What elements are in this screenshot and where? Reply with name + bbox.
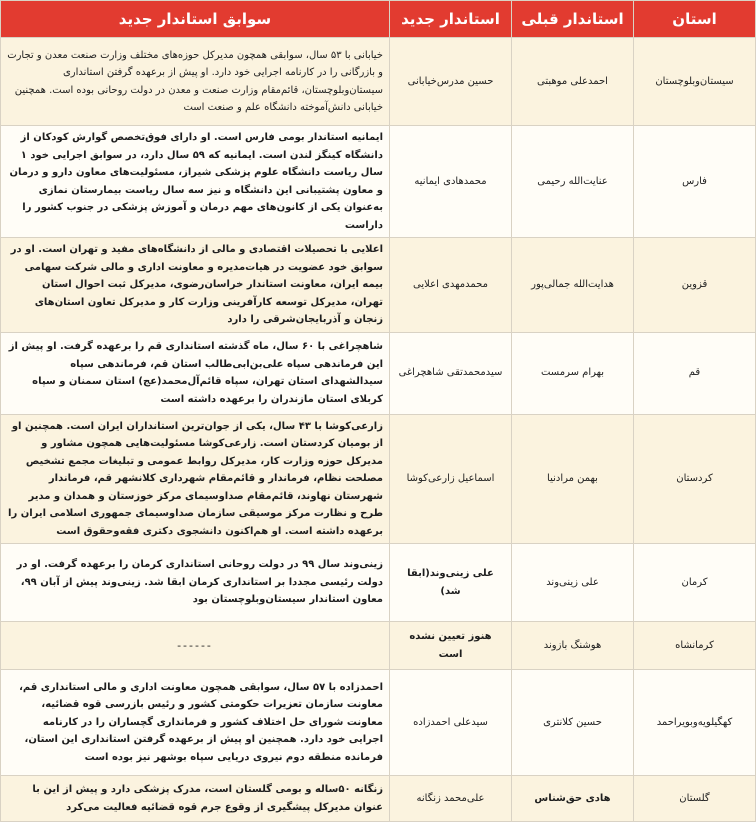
cell-previous-governor: عنایت‌الله رحیمی (512, 126, 634, 238)
cell-new-governor: حسین مدرس‌خیابانی (390, 38, 512, 126)
cell-province: کرمانشاه (634, 622, 756, 670)
cell-previous-governor: هادی حق‌شناس (512, 776, 634, 822)
cell-previous-governor: احمدعلی موهبتی (512, 38, 634, 126)
cell-new-governor: سیدمحمدتقی شاهچراغی (390, 332, 512, 414)
table-row (1, 776, 756, 822)
cell-background: زنگانه ۵۰ساله و بومی گلستان است، مدرک پزشکی دارد و پیش از این با عنوان مدیرکل پیشگیری از وقوع جرم قوه قضائیه فعالیت می‌کرد (1, 776, 390, 822)
cell-previous-governor: علی زینی‌وند (512, 544, 634, 622)
cell-background: زینی‌وند سال ۹۹ در دولت روحانی استانداری کرمان را برعهده گرفت. او در دولت رئیسی مجددا بر استانداری کرمان ابقا شد. زینی‌وند پیش از آبان ۹۹، معاون استاندار سیستان‌وبلوچستان بود (1, 544, 390, 622)
header-new-governor: استاندار جدید (390, 1, 512, 38)
table-row (1, 126, 756, 238)
table-row (1, 670, 756, 776)
header-background: سوابق استاندار جدید (1, 1, 390, 38)
cell-new-governor: اسماعیل زارعی‌کوشا (390, 414, 512, 544)
cell-new-governor: محمدهادی ایمانیه (390, 126, 512, 238)
table-row (1, 544, 756, 622)
cell-background: زارعی‌کوشا با ۴۳ سال، یکی از جوان‌ترین استانداران ایران است. همچنین او از بومیان کردستان است. زارعی‌کوشا مسئولیت‌هایی همچون مشاور و مدیرکل حوزه وزارت کار، مدیرکل روابط عمومی و تبلیغات مجمع تشخیص مصلحت نظام، فرماندار و قائم‌مقام شهرداری کلانشهر قم، فرماندار شهرستان نهاوند، قائم‌مقام صداوسیمای مرکز خوزستان و همدان و مدیر طرح و نظارت مرکز موسیقی سازمان صداوسیمای جمهوری اسلامی ایران را برعهده داشته است. او هم‌اکنون دانشجوی دکتری فقه‌وحقوق است (1, 414, 390, 544)
header-previous-governor: استاندار قبلی (512, 1, 634, 38)
cell-province: کرمان (634, 544, 756, 622)
table-row (1, 238, 756, 333)
table-row (1, 332, 756, 414)
cell-province: سیستان‌وبلوچستان (634, 38, 756, 126)
table-row (1, 622, 756, 670)
cell-new-governor: هنوز تعیین نشده است (390, 622, 512, 670)
cell-background: ------ (1, 622, 390, 670)
cell-previous-governor: حسین کلانتری (512, 670, 634, 776)
table-row (1, 38, 756, 126)
cell-province: کردستان (634, 414, 756, 544)
cell-background: احمدزاده با ۵۷ سال، سوابقی همچون معاونت اداری و مالی استانداری قم، معاونت سازمان تعزیرات حکومتی کشور و رئیس بازرسی قوه قضائیه، معاونت شورای حل اختلاف کشور و فرمانداری گچساران را در کارنامه اجرایی خود دارد. همچنین او پیش از برعهده گرفتن استانداری این استان، فرمانده منطقه دوم نیروی دریایی سپاه بوشهر نیز بوده است (1, 670, 390, 776)
cell-background: شاهچراغی با ۶۰ سال، ماه گذشته استانداری قم را برعهده گرفت. او پیش از این فرماندهی سپاه علی‌بن‌ابی‌طالب استان قم، فرماندهی سپاه سیدالشهدای استان تهران، سپاه قائم‌آل‌محمد(عج) استان سمنان و سپاه کربلای استان مازندران را برعهده داشته است (1, 332, 390, 414)
cell-province: گلستان (634, 776, 756, 822)
cell-background: ایمانیه استاندار بومی فارس است. او دارای فوق‌تخصص گوارش کودکان از دانشگاه کینگز لندن است. ایمانیه که ۵۹ سال دارد، در سوابق اجرایی خود ۱ سال ریاست دانشگاه علوم پزشکی شیراز، مسئولیت‌های معاون دارو و درمان و معاون پشتیبانی این دانشگاه و نیز سه سال ریاست بیمارستان نمازی به‌عنوان یکی از کانون‌های مهم درمان و آموزش پزشکی در جنوب کشور را داراست (1, 126, 390, 238)
cell-new-governor: علی زینی‌وند(ابقا شد) (390, 544, 512, 622)
header-province: استان (634, 1, 756, 38)
cell-previous-governor: بهرام سرمست (512, 332, 634, 414)
cell-province: فارس (634, 126, 756, 238)
cell-background: خیابانی با ۵۳ سال، سوابقی همچون مدیرکل حوزه‌های مختلف وزارت صنعت معدن و تجارت و بازرگانی را در کارنامه اجرایی خود دارد. او پیش از برعهده گرفتن استانداری سیستان‌وبلوچستان، قائم‌مقام وزارت صنعت و معدن در دولت روحانی بوده است. همچنین خیابانی دانش‌آموخته دانشگاه علم و صنعت است (1, 38, 390, 126)
cell-province: قم (634, 332, 756, 414)
table-row (1, 414, 756, 544)
cell-province: کهگیلویه‌وبویراحمد (634, 670, 756, 776)
cell-province: قزوین (634, 238, 756, 333)
cell-previous-governor: هدایت‌الله جمالی‌پور (512, 238, 634, 333)
cell-background: اعلایی با تحصیلات اقتصادی و مالی از دانشگاه‌های مفید و تهران است. او در سوابق خود عضویت در هیات‌مدیره و معاونت اداری و مالی شرکت سهامی بیمه ایران، معاونت استاندار خراسان‌رضوی، مدیرکل ثبت احوال استان تهران، مدیرکل توسعه کارآفرینی وزارت کار و مدیرکل تعاون استان‌های زنجان و آذربایجان‌شرقی را دارد (1, 238, 390, 333)
cell-previous-governor: بهمن مرادنیا (512, 414, 634, 544)
table-header-row (1, 1, 756, 38)
cell-previous-governor: هوشنگ بازوند (512, 622, 634, 670)
cell-new-governor: علی‌محمد زنگانه (390, 776, 512, 822)
cell-new-governor: محمدمهدی اعلایی (390, 238, 512, 333)
cell-new-governor: سیدعلی احمدزاده (390, 670, 512, 776)
